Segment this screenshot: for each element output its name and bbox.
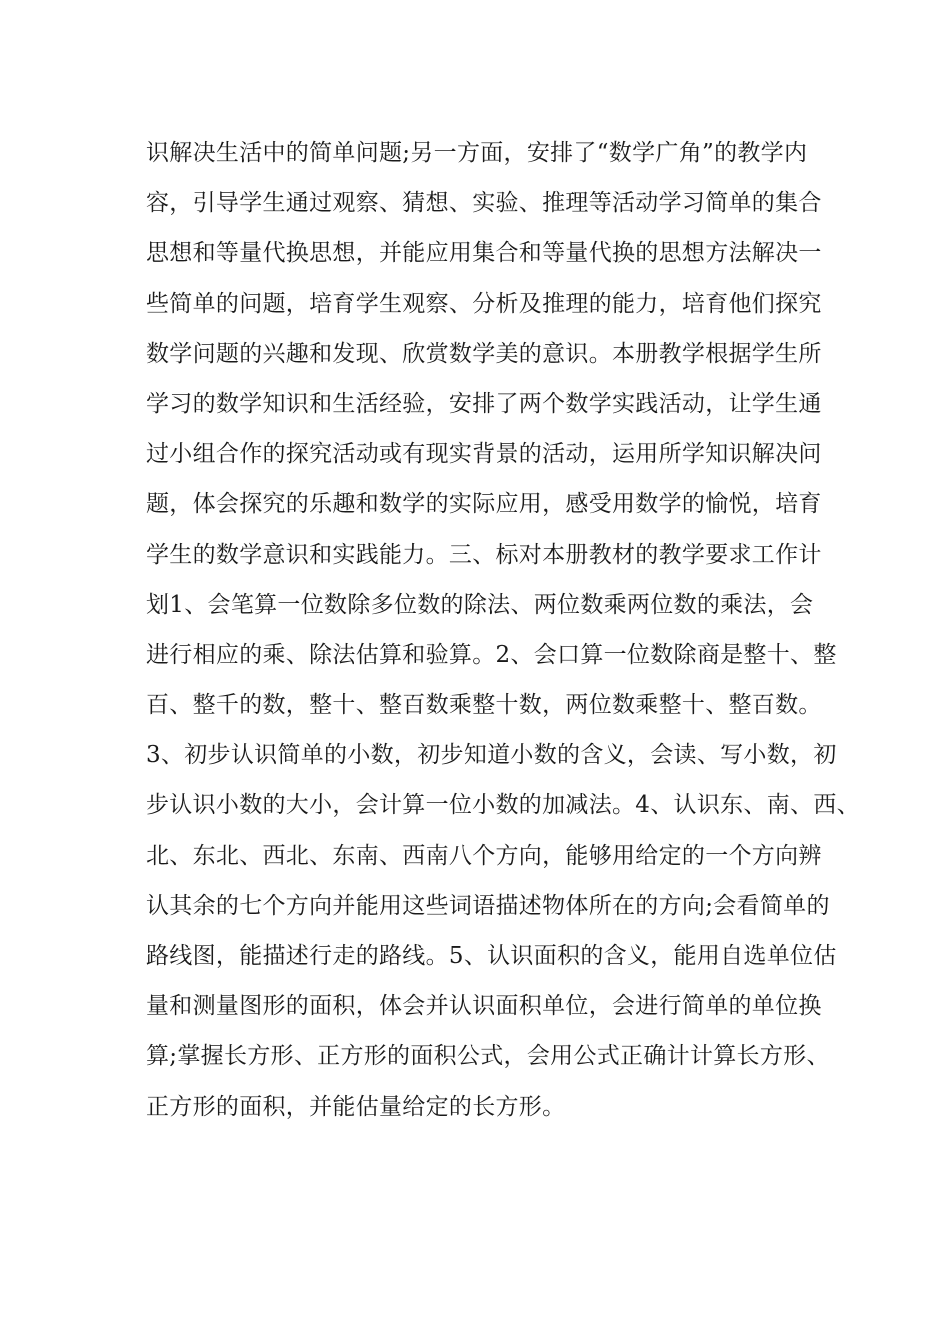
- text-line: 学习的数学知识和生活经验，安排了两个数学实践活动，让学生通: [146, 390, 822, 417]
- text-line: 学生的数学意识和实践能力。三、标对本册教材的教学要求工作计: [146, 541, 822, 568]
- text-line: 正方形的面积，并能估量给定的长方形。: [146, 1093, 566, 1120]
- text-line: 量和测量图形的面积，体会并认识面积单位，会进行简单的单位换: [146, 993, 822, 1020]
- text-line: 数学问题的兴趣和发现、欣赏数学美的意识。本册教学根据学生所: [146, 340, 822, 367]
- body-text: [146, 128, 860, 1132]
- text-line: 路线图，能描述行走的路线。5、认识面积的含义，能用自选单位估: [146, 943, 837, 969]
- text-line: 题，体会探究的乐趣和数学的实际应用，感受用数学的愉悦，培育: [146, 491, 822, 518]
- text-line: 划1、会笔算一位数除多位数的除法、两位数乘两位数的乘法，会: [146, 591, 814, 618]
- text-line: 北、东北、西北、东南、西南八个方向，能够用给定的一个方向辨: [146, 842, 822, 869]
- text-line: 算;掌握长方形、正方形的面积公式，会用公式正确计计算长方形、: [146, 1043, 830, 1070]
- text-line: 思想和等量代换思想，并能应用集合和等量代换的思想方法解决一: [146, 240, 822, 267]
- text-line: 进行相应的乘、除法估算和验算。2、会口算一位数除商是整十、整: [146, 641, 837, 668]
- text-line: 容，引导学生通过观察、猜想、实验、推理等活动学习简单的集合: [146, 190, 822, 217]
- text-line: 3、初步认识简单的小数，初步知道小数的含义，会读、写小数，初: [146, 742, 837, 769]
- text-line: 认其余的七个方向并能用这些词语描述物体所在的方向;会看简单的: [146, 892, 830, 919]
- text-line: 步认识小数的大小，会计算一位小数的加减法。4、认识东、南、西、: [146, 792, 860, 819]
- text-line: 识解决生活中的简单问题;另一方面，安排了“数学广角”的教学内: [146, 140, 808, 166]
- text-line: 百、整千的数，整十、整百数乘整十数，两位数乘整十、整百数。: [146, 692, 822, 719]
- text-line: 些简单的问题，培育学生观察、分析及推理的能力，培育他们探究: [146, 290, 822, 317]
- text-line: 过小组合作的探究活动或有现实背景的活动，运用所学知识解决问: [146, 441, 822, 468]
